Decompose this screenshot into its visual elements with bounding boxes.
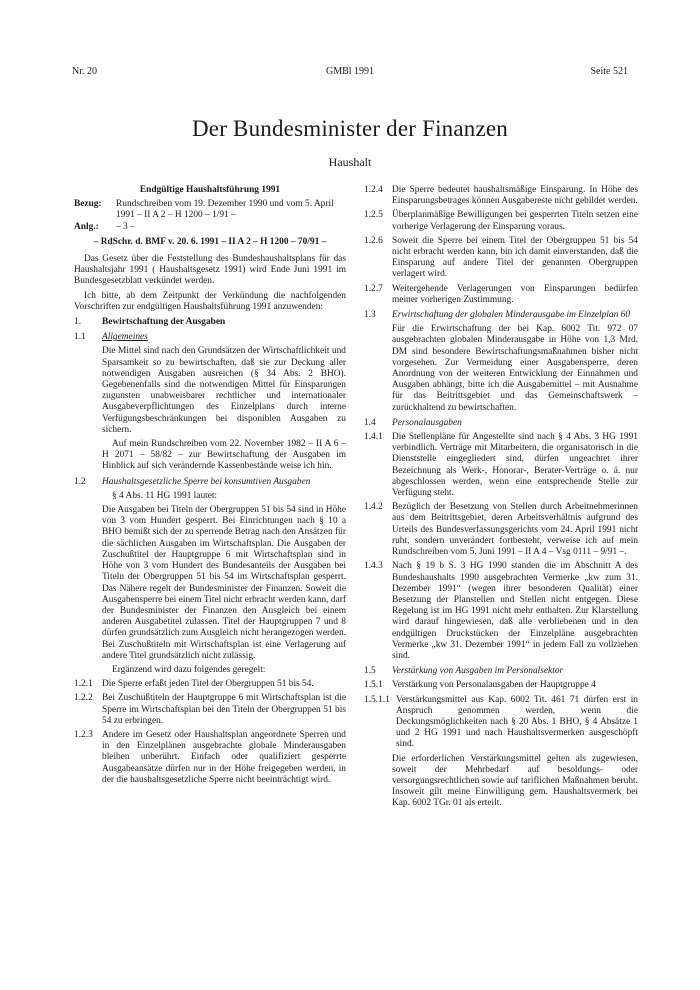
section-1-3-body bbox=[364, 324, 638, 414]
section-title: Bewirtschaftung der Ausgaben bbox=[102, 317, 226, 328]
item-number: 1.2.6 bbox=[364, 235, 383, 246]
item-1-5-1-1 bbox=[364, 695, 638, 751]
reference-label: Bezug: bbox=[74, 199, 102, 210]
page-number: Seite 521 bbox=[590, 66, 628, 77]
item-1-4-2 bbox=[364, 502, 638, 558]
item-text: Verstärkung von Personalausgaben der Hauptgruppe 4 bbox=[392, 680, 596, 691]
item-number: 1.4.1 bbox=[364, 432, 383, 443]
item-1-2-7 bbox=[364, 284, 638, 306]
item-number: 1.4.2 bbox=[364, 502, 383, 513]
item-1-2-3 bbox=[74, 730, 346, 786]
section-1-5-heading bbox=[364, 666, 638, 677]
section-1-4-heading bbox=[364, 418, 638, 429]
section-1-2-heading bbox=[74, 477, 346, 488]
quoted-law-text: Die Ausgaben bei Titeln der Obergruppen 51 bis 54 sind in Höhe von 3 vom Hundert gesperrt. Bei Einrichtungen nach § 10 a BHO bemißt sich der zu sperrende Betrag nach den Ansätzen für die sächlichen Ausgaben im Wirtschaftsplan. Die Ausgaben der Zuschußtitel der Hauptgruppe 6 mit Wirtschaftsplan sind in Höhe von 3 vom Hundert des Bundesanteils der Ausgaben bei Titeln der Obergruppen 51 bis 54 im Wirtschaftsplan gesperrt. Das Nähere regelt der Bundesminister der Finanzen. Soweit die Ausgabensperre bei einem Titel nicht erbracht werden kann, darf der Bundesminister der Finanzen den Ausgleich bei einem anderen Ausgabetitel zulassen. Titel der Hauptgruppen 7 und 8 dürfen grundsätzlich zum Ausgleich nicht herangezogen werden. Bei Zuschußtiteln mit Wirtschaftsplan ist eine Verlagerung auf andere Titel grundsätzlich nicht zulässig. bbox=[102, 505, 346, 661]
paragraph: Ergänzend wird dazu folgendes geregelt: bbox=[112, 664, 266, 675]
section-number: 1.1 bbox=[74, 332, 86, 343]
item-text: Weitergehende Verlagerungen von Einsparungen bedürfen meiner vorherigen Zustimmung. bbox=[392, 283, 638, 305]
left-column bbox=[74, 185, 346, 786]
item-text: Die Stellenpläne für Angestellte sind nach § 4 Abs. 3 HG 1991 verbindlich. Verträge mit Mitarbeitern, die organisatorisch in die Dienststelle eingegliedert sind, dürfen ungeachtet ihrer Bezeichnung als Werk-, Honorar-, Berater-Verträge o. ä. nur abgeschlossen werden, wenn eine entsprechende Stelle zur Verfügung steht. bbox=[392, 432, 638, 499]
intro-paragraph: Das Gesetz über die Feststellung des Bundeshaushaltsplans für das Haushaltsjahr 1991 ( Haushaltsgesetz 1991) wird Ende Juni 1991 im Bundesgesetzblatt verkündet werden. bbox=[74, 254, 346, 287]
paragraph: Auf mein Rundschreiben vom 22. November 1982 – II A 6 – H 2071 – 58/82 – zur Bewirtschaftung der Ausgaben im Hinblick auf sich verändernde Kassenbestände weise ich hin. bbox=[102, 439, 346, 472]
section-title: Allgemeines bbox=[102, 332, 148, 343]
section-number: 1.5 bbox=[364, 666, 376, 677]
item-1-4-1 bbox=[364, 432, 638, 499]
item-number: 1.2.1 bbox=[74, 679, 93, 690]
item-text: Soweit die Sperre bei einem Titel der Obergruppen 51 bis 54 nicht erbracht werden kann, bin ich damit einverstanden, daß die Einsparung auf andere Titel der genannten Obergruppen verlagert wird. bbox=[392, 235, 638, 280]
item-number: 1.2.5 bbox=[364, 210, 383, 221]
attachment-label: Anlg.: bbox=[74, 221, 99, 232]
attachment-row bbox=[74, 222, 346, 233]
item-1-5-1 bbox=[364, 680, 638, 691]
ministry-masthead: Der Bundesminister der Finanzen bbox=[192, 116, 508, 141]
section-1-heading bbox=[74, 317, 346, 328]
item-text: Nach § 19 b S. 3 HG 1990 standen die im Abschnitt A des Bundeshaushalts 1990 ausgebrachten Vermerke „kw zum 31. Dezember 1991“ (wegen ihrer besonderen Qualität) einer Besetzung der Planstellen und Stellen nicht entgegen. Diese Regelung ist im HG 1991 nicht mehr enthalten. Zur Klarstellung wird darauf hingewiesen, daß alle verbliebenen und in den endgültigen Druckstücken der Einzelpläne ausgebrachten Vermerke „kw 31. Dezember 1991“ in jedem Fall zu vollziehen sind. bbox=[392, 561, 638, 661]
document-title: Endgültige Haushaltsführung 1991 bbox=[139, 185, 281, 195]
attachment-text: – 3 – bbox=[116, 221, 135, 232]
item-text: Bezüglich der Besetzung von Stellen durch Arbeitnehmerinnen aus dem Beitrittsgebiet, deren Arbeitsverhältnis aufgrund des Urteils des Bundesverfassungsgerichts vom 24. April 1991 nicht ruht, sondern unverändert fortbesteht, verweise ich auf mein Rundschreiben vom 5. Juni 1991 – II A 4 – Vsg 0111 – 9/91 –. bbox=[392, 502, 638, 558]
paragraph: Die erforderlichen Verstärkungsmittel gelten als zugewiesen, soweit der Mehrbedarf auf besoldungs- oder versorgungsrechtlichen sowie auf tariflichen Maßnahmen beruht. Insoweit gilt meine Einwilligung gem. Haushaltsvermerk bei Kap. 6002 TGr. 01 als erteilt. bbox=[392, 753, 638, 809]
item-number: 1.4.3 bbox=[364, 561, 383, 572]
section-1-2-body bbox=[74, 491, 346, 676]
intro-paragraph: Ich bitte, ab dem Zeitpunkt der Verkündung die nachfolgenden Vorschriften zur endgültigen Haushaltsführung 1991 anzuwenden: bbox=[74, 290, 346, 312]
item-text: Die Sperre bedeutet haushaltsmäßige Einsparung. In Höhe des Einsparungsbetrages können Ausgabereste nicht gebildet werden. bbox=[392, 185, 638, 207]
right-column bbox=[364, 185, 638, 813]
reference-row bbox=[74, 199, 346, 221]
section-number: 1.2 bbox=[74, 476, 86, 487]
item-text: Verstärkungsmittel aus Kap. 6002 Tit. 461 71 dürfen erst in Anspruch genommen werden, wenn die Deckungsmöglichkeiten nach § 20 Abs. 1 BHO, § 4 Absätze 1 und 2 HG 1991 und nach Haushaltsvermerken ausgeschöpft sind. bbox=[396, 694, 638, 750]
section-title: Haushaltsgesetzliche Sperre bei konsumtiven Ausgaben bbox=[102, 476, 311, 487]
paragraph: Für die Erwirtschaftung der bei Kap. 6002 Tit. 972 07 ausgebrachten globalen Minderausgabe in Höhe von 1,3 Mrd. DM sind besondere Bewirtschaftungsmaßnahmen bisher nicht vorgesehen. Zur Vermeidung einer Ausgabensperre, deren Anordnung von der weiteren Entwicklung der Einnahmen und Ausgaben abhängt, bitte ich die Ausgabemittel – mit Ausnahme für das Beitrittsgebiet und das Gemeinschaftswerk – zurückhaltend zu bewirtschaften. bbox=[392, 324, 638, 413]
item-1-4-3 bbox=[364, 561, 638, 662]
item-text: Andere im Gesetz oder Haushaltsplan angeordnete Sperren und in den Einzelplänen ausgebrachte globale Minderausgaben bleiben unberührt. Einfach oder qualifiziert gesperrte Ausgabeansätze dürfen nur in der Höhe freigegeben werden, in der die haushaltsgesetzliche Sperre nicht beeinträchtigt wird. bbox=[102, 729, 346, 785]
item-text: Bei Zuschußtiteln der Hauptgruppe 6 mit Wirtschaftsplan ist die Sperre im Wirtschaftsplan bei den Titeln der Obergruppen 51 bis 54 zu erbringen. bbox=[102, 693, 346, 726]
item-text: Die Sperre erfaßt jeden Titel der Obergruppen 51 bis 54. bbox=[102, 679, 314, 690]
section-title: Erwirtschaftung der globalen Minderausgabe im Einzelplan 60 bbox=[392, 310, 631, 321]
item-1-2-5 bbox=[364, 210, 638, 232]
running-header bbox=[72, 66, 628, 80]
item-number: 1.5.1 bbox=[364, 680, 383, 691]
section-title: Verstärkung von Ausgaben im Personalsektor bbox=[392, 666, 564, 677]
section-1-3-heading bbox=[364, 310, 638, 321]
item-1-2-1 bbox=[74, 679, 346, 690]
section-1-1-body bbox=[74, 346, 346, 472]
item-1-2-6 bbox=[364, 236, 638, 281]
circular-reference: – RdSchr. d. BMF v. 20. 6. 1991 – II A 2 – H 1200 – 70/91 – bbox=[93, 236, 327, 247]
item-1-2-4 bbox=[364, 185, 638, 207]
item-1-2-2 bbox=[74, 693, 346, 727]
section-number: 1. bbox=[74, 317, 82, 328]
reference-text: Rundschreiben vom 19. Dezember 1990 und vom 5. April 1991 – II A 2 – H 1200 – 1/91 – bbox=[116, 199, 334, 221]
item-number: 1.2.2 bbox=[74, 693, 93, 704]
paragraph: § 4 Abs. 11 HG 1991 lautet: bbox=[112, 490, 218, 501]
item-number: 1.2.3 bbox=[74, 729, 93, 740]
item-text: Überplanmäßige Bewilligungen bei gesperrten Titeln setzen eine vorherige Verlagerung der Einsparung voraus. bbox=[392, 210, 638, 232]
section-heading: Haushalt bbox=[328, 155, 372, 169]
paragraph: Die Mittel sind nach den Grundsätzen der Wirtschaftlichkeit und Sparsamkeit so zu bewirtschaften, daß sie zur Deckung aller notwendigen Ausgaben ausreichen (§ 34 Abs. 2 BHO). Gegebenenfalls sind die notwendigen Mittel für Einsparungen zugunsten unabweisbarer rechtlicher und internationaler Ausgabeverpflichtungen des Einzelplans durch interne Verfügungsbeschränkungen bei disponiblen Ausgaben zu sichern. bbox=[102, 346, 346, 435]
section-1-1-heading bbox=[74, 332, 346, 343]
issue-number: Nr. 20 bbox=[72, 66, 97, 77]
item-number: 1.2.7 bbox=[364, 283, 383, 294]
item-1-5-1-1-continued bbox=[364, 754, 638, 810]
section-number: 1.3 bbox=[364, 310, 376, 321]
section-title: Personalausgaben bbox=[392, 417, 462, 428]
item-number: 1.2.4 bbox=[364, 185, 383, 195]
item-number: 1.5.1.1 bbox=[364, 694, 390, 705]
section-number: 1.4 bbox=[364, 417, 376, 428]
publication-name: GMBl 1991 bbox=[325, 66, 375, 77]
